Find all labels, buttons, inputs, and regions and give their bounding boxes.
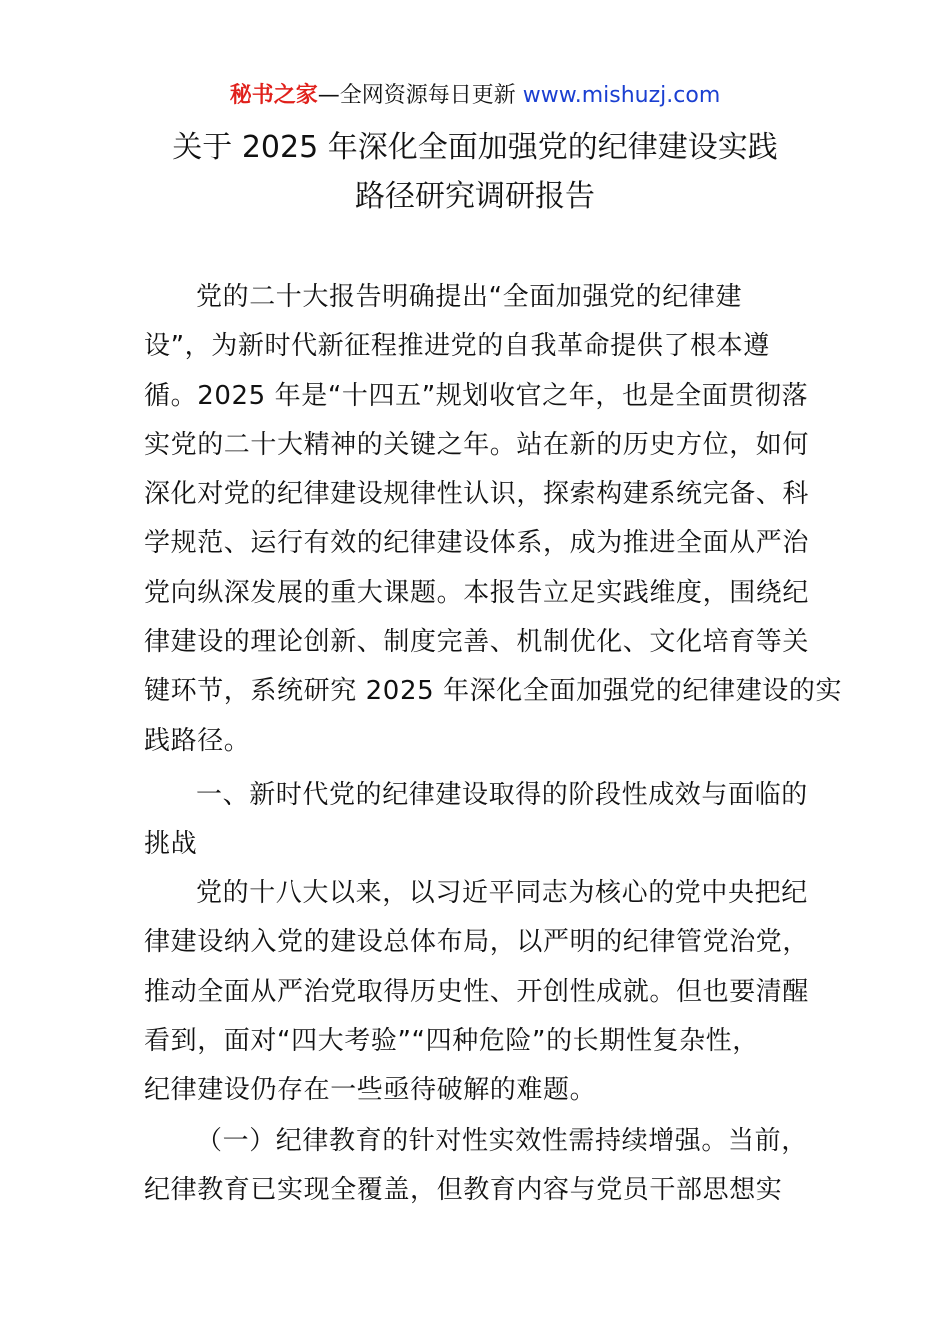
paragraph-line: 践路径。 <box>144 725 251 756</box>
heading-line: 一、新时代党的纪律建设取得的阶段性成效与面临的 <box>196 780 808 810</box>
paragraph-section-1 <box>144 869 812 1115</box>
paragraph-line: 循。2025 年是“十四五”规划收官之年，也是全面贯彻落 <box>144 380 809 411</box>
paragraph-line: 律建设纳入党的建设总体布局，以严明的纪律管党治党， <box>144 927 810 958</box>
document-title-line-2: 路径研究调研报告 <box>355 179 595 214</box>
paragraph-line: 看到，面对“四大考验”“四种危险”的长期性复杂性， <box>144 1025 759 1056</box>
paragraph-line: 律建设的理论创新、制度完善、机制优化、文化培育等关 <box>144 627 810 658</box>
site-url-link[interactable]: www.mishuzj.com <box>522 83 721 108</box>
paragraph-line: （一）纪律教育的针对性实效性需持续增强。当前， <box>196 1126 808 1156</box>
heading-line: 挑战 <box>144 829 198 860</box>
paragraph-intro <box>144 273 843 766</box>
section-heading-1 <box>144 771 812 870</box>
paragraph-line: 党向纵深发展的重大课题。本报告立足实践维度，围绕纪 <box>144 577 810 608</box>
paragraph-line: 推动全面从严治党取得历史性、开创性成就。但也要清醒 <box>144 976 810 1007</box>
paragraph-line: 纪律教育已实现全覆盖，但教育内容与党员干部思想实 <box>144 1175 783 1206</box>
paragraph-line: 纪律建设仍存在一些亟待破解的难题。 <box>144 1075 597 1106</box>
paragraph-subsection-1 <box>144 1117 812 1216</box>
paragraph-line: 深化对党的纪律建设规律性认识，探索构建系统完备、科 <box>144 479 810 510</box>
paragraph-line: 党的二十大报告明确提出“全面加强党的纪律建 <box>196 282 743 312</box>
site-header <box>0 80 950 112</box>
paragraph-line: 键环节，系统研究 2025 年深化全面加强党的纪律建设的实 <box>144 676 843 707</box>
document-title-line-1: 关于 2025 年深化全面加强党的纪律建设实践 <box>172 130 778 165</box>
site-tagline: —全网资源每日更新 <box>317 83 523 108</box>
paragraph-line: 党的十八大以来，以习近平同志为核心的党中央把纪 <box>196 878 808 908</box>
paragraph-line: 实党的二十大精神的关键之年。站在新的历史方位，如何 <box>144 429 810 460</box>
paragraph-line: 学规范、运行有效的纪律建设体系，成为推进全面从严治 <box>144 528 810 559</box>
site-name: 秘书之家 <box>229 83 318 108</box>
paragraph-line: 设”，为新时代新征程推进党的自我革命提供了根本遵 <box>144 331 770 362</box>
